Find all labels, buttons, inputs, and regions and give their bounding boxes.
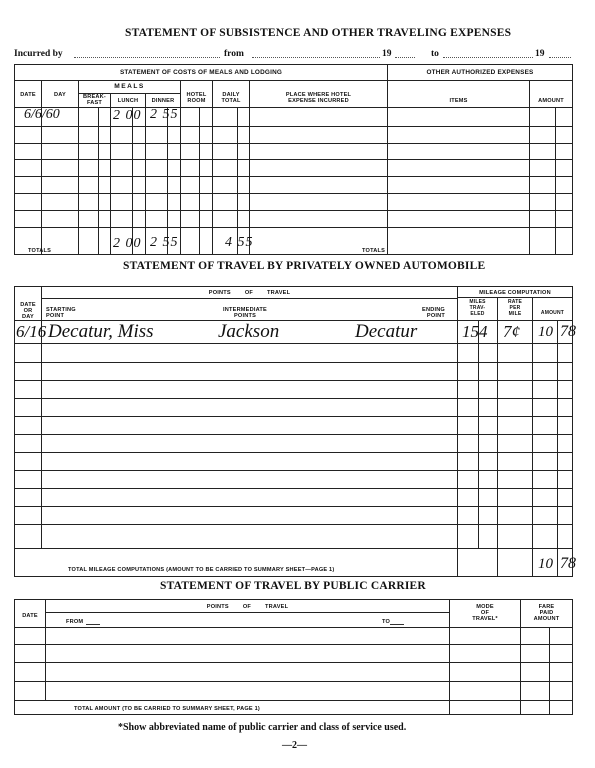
auto-col-amount-label: AMOUNT [540, 310, 565, 316]
auto-section-title: STATEMENT OF TRAVEL BY PRIVATELY OWNED AUTOMOBILE [123, 260, 486, 272]
from-date-field[interactable] [252, 57, 380, 58]
auto-entry-date: 6/16 [16, 322, 47, 341]
carrier-from-label: FROM [66, 619, 84, 625]
meals-section-title: STATEMENT OF COSTS OF MEALS AND LODGING [119, 69, 283, 76]
page-number: —2— [282, 740, 307, 751]
carrier-total-label: TOTAL AMOUNT (TO BE CARRIED TO SUMMARY SHEET, PAGE 1) [74, 706, 260, 712]
meal-entry-dinner: 2 55 [150, 107, 179, 122]
auto-entry-starting: Decatur, Miss [48, 321, 154, 342]
other-expenses-title: OTHER AUTHORIZED EXPENSES [426, 69, 534, 76]
incurred-by-label: Incurred by [14, 49, 63, 59]
auto-entry-amount-cents: 78 [560, 323, 576, 340]
auto-col-starting-label: STARTING POINT [46, 307, 76, 319]
carrier-points-header: POINTS OF TRAVEL [206, 604, 289, 610]
col-date-label: DATE [20, 92, 36, 98]
meal-entry-date: 6/6/60 [24, 107, 60, 122]
auto-col-rate-label: RATE PER MILE [507, 299, 523, 317]
mileage-header: MILEAGE COMPUTATION [479, 290, 551, 296]
carrier-col-mode-label: MODE OF TRAVEL* [472, 604, 498, 622]
totals-dinner: 2 55 [150, 235, 179, 250]
auto-entry-intermediate: Jackson [218, 321, 280, 342]
to-label: to [431, 49, 439, 59]
from-label: from [224, 49, 244, 59]
auto-col-date-label: DATE OR DAY [20, 302, 36, 320]
total-mileage-cents: 78 [560, 555, 576, 572]
totals-right-label: TOTALS [362, 248, 386, 254]
carrier-from-underline [86, 624, 100, 625]
to-year-field[interactable] [549, 57, 571, 58]
totals-daily: 4 55 [225, 235, 254, 250]
incurred-by-field[interactable] [74, 57, 220, 58]
totals-label: TOTALS [28, 248, 52, 254]
footnote: *Show abbreviated name of public carrier and class of service used. [118, 722, 407, 733]
carrier-section-title: STATEMENT OF TRAVEL BY PUBLIC CARRIER [160, 580, 426, 592]
form-title: STATEMENT OF SUBSISTENCE AND OTHER TRAVELING EXPENSES [125, 27, 512, 39]
col-daily-total-label: DAILY TOTAL [221, 92, 241, 104]
auto-col-intermediate-label: INTERMEDIATE POINTS [223, 307, 267, 319]
to-date-field[interactable] [443, 57, 533, 58]
auto-entry-miles: 154 [462, 322, 488, 341]
total-mileage-dollars: 10 [538, 556, 553, 572]
col-items-label: ITEMS [449, 98, 468, 104]
col-dinner-label: DINNER [151, 98, 175, 104]
year-prefix-2: 19 [535, 49, 545, 59]
carrier-to-label: TO [382, 619, 391, 625]
auto-points-header: POINTS OF TRAVEL [208, 290, 291, 296]
carrier-to-underline [390, 624, 404, 625]
auto-entry-ending: Decatur [355, 321, 418, 342]
totals-lunch: 2 00 [113, 236, 142, 251]
auto-entry-rate: 7¢ [503, 322, 520, 341]
col-amount-label: AMOUNT [538, 98, 564, 104]
col-hotel-label: HOTEL ROOM [186, 92, 207, 104]
meal-entry-lunch: 2 00 [113, 108, 142, 123]
auto-entry-amount-dollars: 10 [538, 324, 553, 340]
col-meals-label: MEALS [114, 83, 145, 90]
col-day-label: DAY [54, 92, 66, 98]
from-year-field[interactable] [395, 57, 415, 58]
year-prefix-1: 19 [382, 49, 392, 59]
carrier-col-date-label: DATE [22, 613, 38, 619]
auto-col-miles-label: MILES TRAV- ELED [469, 299, 486, 317]
total-mileage-label: TOTAL MILEAGE COMPUTATIONS (AMOUNT TO BE CARRIED TO SUMMARY SHEET—PAGE 1) [68, 567, 335, 573]
carrier-col-fare-label: FARE PAID AMOUNT [533, 604, 560, 622]
col-place-label: PLACE WHERE HOTEL EXPENSE INCURRED [285, 92, 352, 104]
auto-col-ending-label: ENDING POINT [422, 307, 445, 319]
col-breakfast-label: BREAK- FAST [83, 94, 106, 106]
col-lunch-label: LUNCH [117, 98, 139, 104]
